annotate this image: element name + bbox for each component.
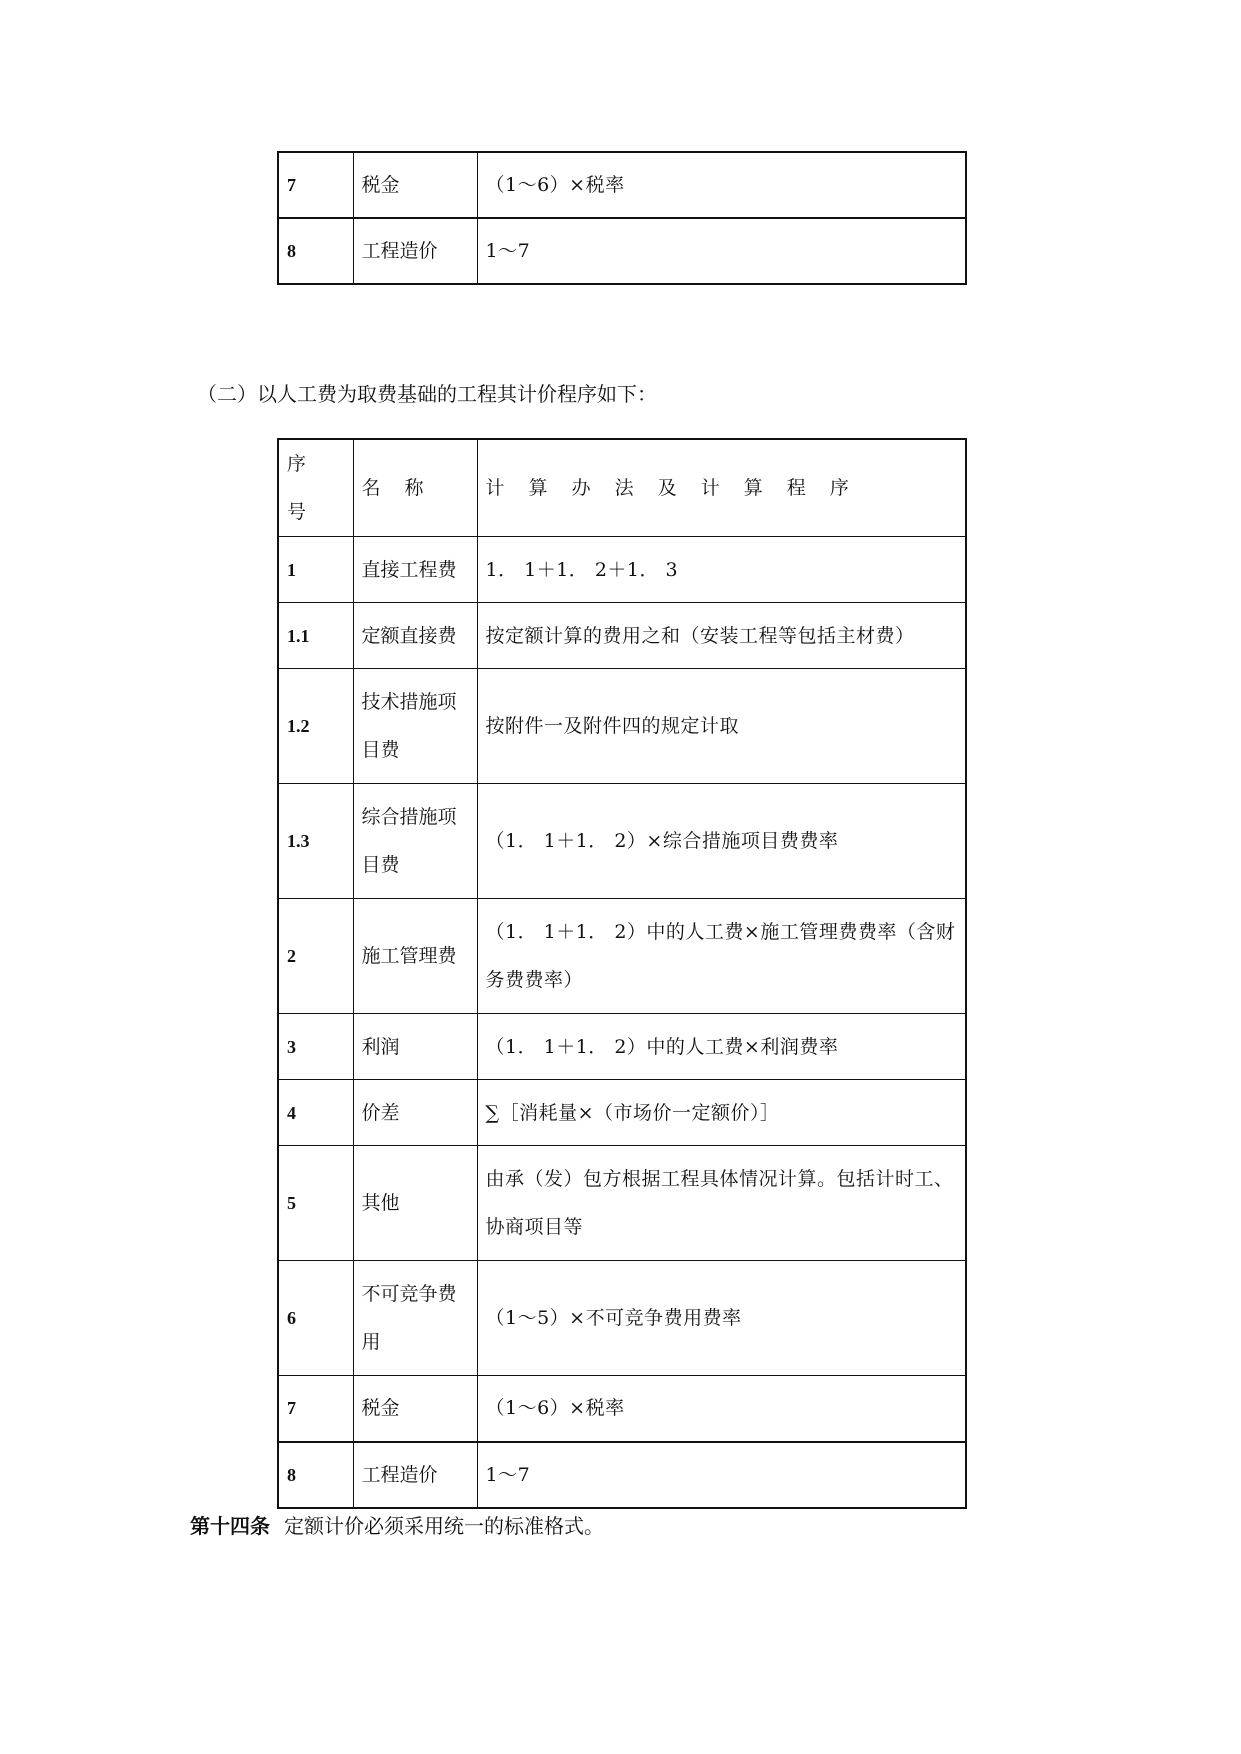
article-paragraph — [190, 1510, 604, 1539]
table-row — [278, 1376, 966, 1442]
row-name: 税金 — [353, 152, 477, 218]
row-name: 工程造价 — [353, 218, 477, 284]
row-name: 定额直接费 — [353, 603, 477, 669]
row-number: 6 — [278, 1261, 353, 1376]
row-number: 1 — [278, 537, 353, 603]
article-text: 定额计价必须采用统一的标准格式。 — [284, 1514, 604, 1538]
row-calculation: （1． 1＋1． 2）中的人工费×施工管理费费率（含财务费费率） — [477, 899, 966, 1014]
row-number: 2 — [278, 899, 353, 1014]
row-calculation: 1． 1＋1． 2＋1． 3 — [477, 537, 966, 603]
row-number: 1.2 — [278, 669, 353, 784]
row-calculation: （1． 1＋1． 2）×综合措施项目费费率 — [477, 784, 966, 899]
row-name: 税金 — [353, 1376, 477, 1442]
row-name: 施工管理费 — [353, 899, 477, 1014]
row-number: 8 — [278, 218, 353, 284]
table-header-row — [278, 439, 966, 537]
row-calculation: 1～7 — [477, 218, 966, 284]
row-calculation: （1～5）×不可竞争费用费率 — [477, 1261, 966, 1376]
row-name: 价差 — [353, 1080, 477, 1146]
table-row — [278, 603, 966, 669]
table-row — [278, 1442, 966, 1508]
row-name: 工程造价 — [353, 1442, 477, 1508]
cost-procedure-table — [277, 438, 967, 1509]
row-name: 不可竞争费用 — [353, 1261, 477, 1376]
row-number: 7 — [278, 152, 353, 218]
table-row — [278, 1146, 966, 1261]
row-number: 5 — [278, 1146, 353, 1261]
row-number: 1.3 — [278, 784, 353, 899]
header-calculation: 计 算 办 法 及 计 算 程 序 — [477, 439, 966, 537]
article-title: 第十四条 — [190, 1514, 270, 1538]
row-calculation: （1． 1＋1． 2）中的人工费×利润费率 — [477, 1014, 966, 1080]
table-row — [278, 1014, 966, 1080]
row-calculation: 由承（发）包方根据工程具体情况计算。包括计时工、协商项目等 — [477, 1146, 966, 1261]
section-intro: （二）以人工费为取费基础的工程其计价程序如下： — [197, 382, 657, 406]
row-calculation: （1～6）×税率 — [477, 1376, 966, 1442]
row-name: 综合措施项目费 — [353, 784, 477, 899]
table-row — [278, 1261, 966, 1376]
cost-procedure-table-continued — [277, 151, 967, 285]
row-name: 技术措施项目费 — [353, 669, 477, 784]
row-name: 其他 — [353, 1146, 477, 1261]
row-number: 8 — [278, 1442, 353, 1508]
row-number: 1.1 — [278, 603, 353, 669]
row-calculation: 1～7 — [477, 1442, 966, 1508]
row-name: 直接工程费 — [353, 537, 477, 603]
table-row — [278, 1080, 966, 1146]
row-calculation: 按定额计算的费用之和（安装工程等包括主材费） — [477, 603, 966, 669]
row-number: 7 — [278, 1376, 353, 1442]
table-row — [278, 669, 966, 784]
row-calculation: （1～6）×税率 — [477, 152, 966, 218]
row-calculation: ∑［消耗量×（市场价一定额价）］ — [477, 1080, 966, 1146]
header-name: 名 称 — [353, 439, 477, 537]
row-number: 4 — [278, 1080, 353, 1146]
table-row — [278, 784, 966, 899]
row-calculation: 按附件一及附件四的规定计取 — [477, 669, 966, 784]
table-row — [278, 899, 966, 1014]
header-number: 序 号 — [278, 439, 353, 537]
row-number: 3 — [278, 1014, 353, 1080]
row-name: 利润 — [353, 1014, 477, 1080]
table-row — [278, 218, 966, 284]
table-row — [278, 537, 966, 603]
table-row — [278, 152, 966, 218]
